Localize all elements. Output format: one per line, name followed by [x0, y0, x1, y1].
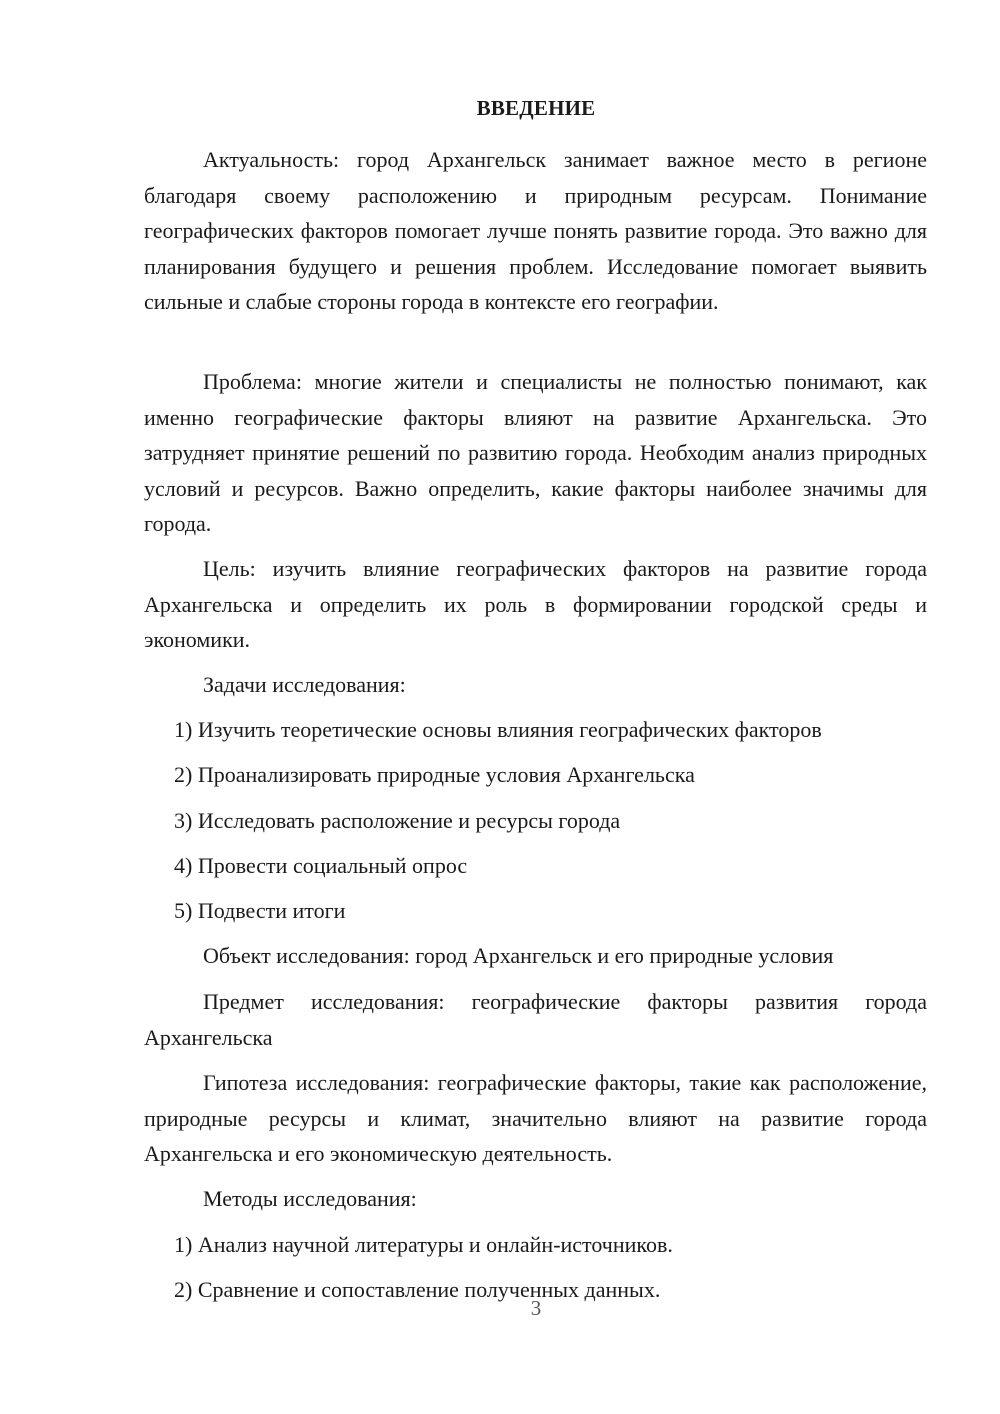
hypothesis-paragraph: Гипотеза исследования: географические факторы, такие как расположение, природные ресурсы и климат, значительно влияют на развитие города Архангельска и его экономическую деятельность. — [144, 1070, 927, 1166]
tasks-title: Задачи исследования: — [203, 672, 406, 697]
page-number: 3 — [530, 1296, 542, 1320]
task-item: 5) Подвести итоги — [174, 898, 346, 923]
subject-paragraph: Предмет исследования: географические факторы развития города Архангельска — [144, 989, 927, 1050]
task-item: 3) Исследовать расположение и ресурсы города — [174, 808, 621, 833]
method-item: 2) Сравнение и сопоставление полученных данных. — [174, 1277, 661, 1302]
method-item: 1) Анализ научной литературы и онлайн-источников. — [174, 1232, 673, 1257]
problem-paragraph: Проблема: многие жители и специалисты не полностью понимают, как именно географические факторы влияют на развитие Архангельска. Это затрудняет принятие решений по развитию города. Необходим анализ природных условий и ресурсов. Важно определить, какие факторы наиболее значимы для города. — [144, 369, 927, 536]
methods-title: Методы исследования: — [203, 1186, 417, 1211]
task-item: 2) Проанализировать природные условия Архангельска — [174, 762, 695, 787]
task-item: 4) Провести социальный опрос — [174, 853, 468, 878]
relevance-paragraph: Актуальность: город Архангельск занимает важное место в регионе благодаря своему расположению и природным ресурсам. Понимание географических факторов помогает лучше понять развитие города. Это важно для планирования будущего и решения проблем. Исследование помогает выявить сильные и слабые стороны города в контексте его географии. — [144, 147, 927, 314]
section-heading: ВВЕДЕНИЕ — [476, 96, 596, 120]
task-item: 1) Изучить теоретические основы влияния географических факторов — [174, 717, 822, 742]
goal-paragraph: Цель: изучить влияние географических факторов на развитие города Архангельска и определить их роль в формировании городской среды и экономики. — [144, 556, 927, 652]
object-paragraph: Объект исследования: город Архангельск и его природные условия — [203, 943, 834, 968]
